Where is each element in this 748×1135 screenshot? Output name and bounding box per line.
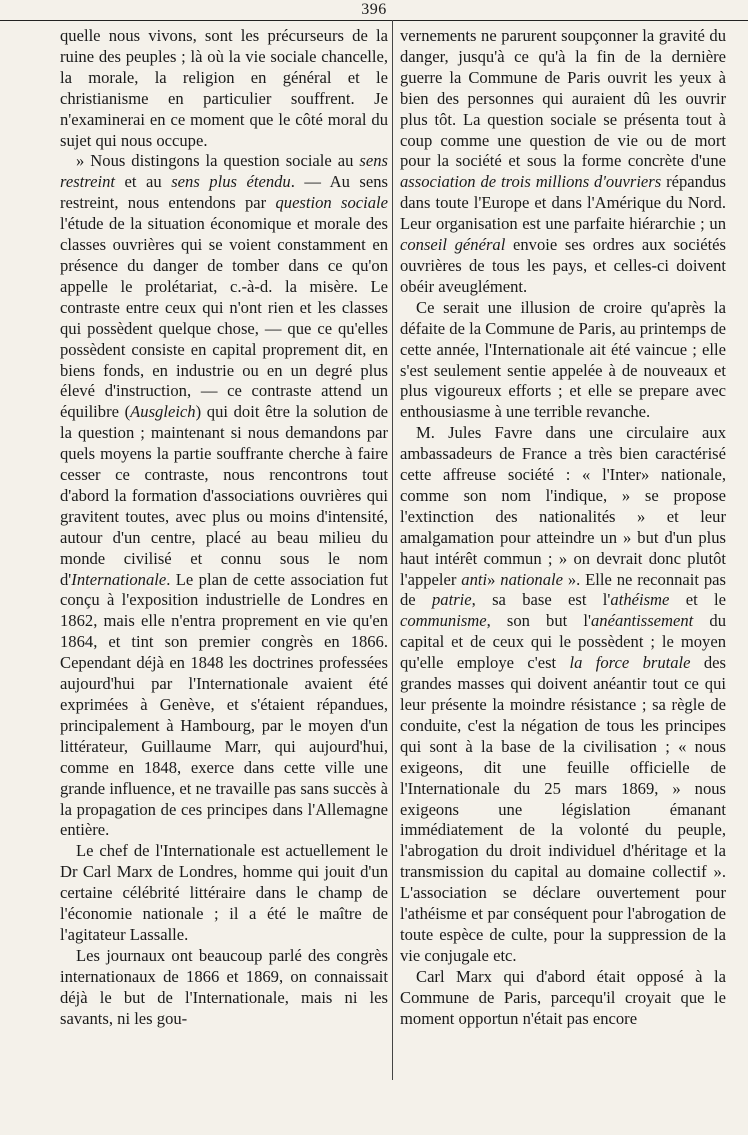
paragraph: quelle nous vivons, sont les précurseurs de la ruine des peuples ; là où la vie sociale chancelle, la morale, la religion en général et le christianisme en particulier souffrent. Je n'examinerai en ce moment que le côté moral du sujet qui nous occupe.: [60, 26, 388, 150]
page-header: [0, 0, 748, 21]
paragraph: Le chef de l'Internationale est actuellement le Dr Carl Marx de Londres, homme qui jouit d'un certaine célébrité littéraire dans le champ de l'économie nationale ; il a été le maître de l'agitateur Lassalle.: [60, 841, 388, 944]
right-column: [400, 26, 726, 1030]
paragraph: Carl Marx qui d'abord était opposé à la Commune de Paris, parcequ'il croyait que le moment opportun n'était pas encore: [400, 966, 726, 1028]
left-column: [60, 26, 388, 1030]
column-divider: [392, 20, 393, 1080]
paragraph: Ce serait une illusion de croire qu'après la défaite de la Commune de Paris, au printemps de cette année, l'Internationale ait été vaincue ; elle s'est seulement sentie appelée à de nouveaux et plus vigoureux efforts ; et elle se prepare avec enthousiasme à une terrible revanche.: [400, 297, 726, 422]
page-number: 396: [361, 1, 387, 18]
paragraph: Les journaux ont beaucoup parlé des congrès internationaux de 1866 et 1869, on connaissait déjà le but de l'Internationale, mais ni les savants, ni les gou-: [60, 945, 388, 1028]
paragraph: » Nous distingons la question sociale au sens restreint et au sens plus étendu. — Au sens restreint, nous entendons par question sociale l'étude de la situation économique et morale des classes ouvrières qui se voient constamment en présence du danger de tomber dans ce qu'on appelle le prolétariat, c.-à-d. la misère. Le contraste entre ceux qui n'ont rien et les classes qui possèdent quelque chose, — que ce qu'elles possèdent consiste en capital proprement dit, en biens fonds, en industrie ou en un degré plus élevé d'instruction, — ce contraste attend un équilibre (Ausgleich) qui doit être la solution de la question ; maintenant si nous demandons par quels moyens la partie souffrante cherche à faire cesser ce contraste, nous rencontrons tout d'abord la formation d'associations ouvrières qui gravitent toutes, avec plus ou moins d'intensité, autour d'un centre, placé au beau milieu du monde civilisé et connu sous le nom d'Internationale. Le plan de cette association fut conçu à l'exposition industrielle de Londres en 1862, mais elle n'entra proprement en vie qu'en 1864, et tint son premier congrès en 1866. Cependant déjà en 1848 les doctrines professées aujourd'hui par l'Internationale avaient été exprimées à Genève, et s'étaient répandues, principalement à Hambourg, par le moyen d'un littérateur, Guillaume Marr, qui aujourd'hui, comme en 1848, exerce dans cette ville une grande influence, et ne travaille pas sans succès à la propagation de ces principes dans l'Allemagne entière.: [60, 151, 388, 840]
paragraph: M. Jules Favre dans une circulaire aux ambassadeurs de France a très bien caractérisé cette affreuse société : « l'Inter» nationale, comme son nom l'indique, » se propose l'extinction des nationalités » et leur amalgamation pour atteindre un » but d'un plus haut intérêt commun ; » on devrait donc plutôt l'appeler anti» nationale ». Elle ne reconnait pas de patrie, sa base est l'athéisme et le communisme, son but l'anéantissement du capital et de ceux qui le possèdent ; le moyen qu'elle employe c'est la force brutale des grandes masses qui doivent anéantir tout ce qui leur présente la moindre résistance ; sa règle de conduite, c'est la négation de tous les principes qui sont à la base de la civilisation ; « nous exigeons, dit une feuille officielle de l'Internationale du 25 mars 1869, » nous exigeons une législation émanant immédiatement de la volonté du peuple, l'abrogation du droit individuel d'héritage et la transmission du capital au domaine collectif ». L'association se déclare ouvertement pour l'athéisme et par conséquent pour l'abrogation de toute espèce de culte, pour la suppression de la vie conjugale etc.: [400, 423, 726, 965]
paragraph: vernements ne parurent soupçonner la gravité du danger, jusqu'à ce qu'à la fin de la dernière guerre la Commune de Paris ouvrit les yeux à bien des personnes qui auraient dû les ouvrir plus tôt. La question sociale se présenta tout à coup comme une question de vie ou de mort pour la société et sous la forme concrète d'une association de trois millions d'ouvriers répandus dans toute l'Europe et dans l'Amérique du Nord. Leur organisation est une parfaite hiérarchie ; un conseil général envoie ses ordres aux sociétés ouvrières de tous les pays, et celles-ci doivent obéir aveuglément.: [400, 26, 727, 296]
